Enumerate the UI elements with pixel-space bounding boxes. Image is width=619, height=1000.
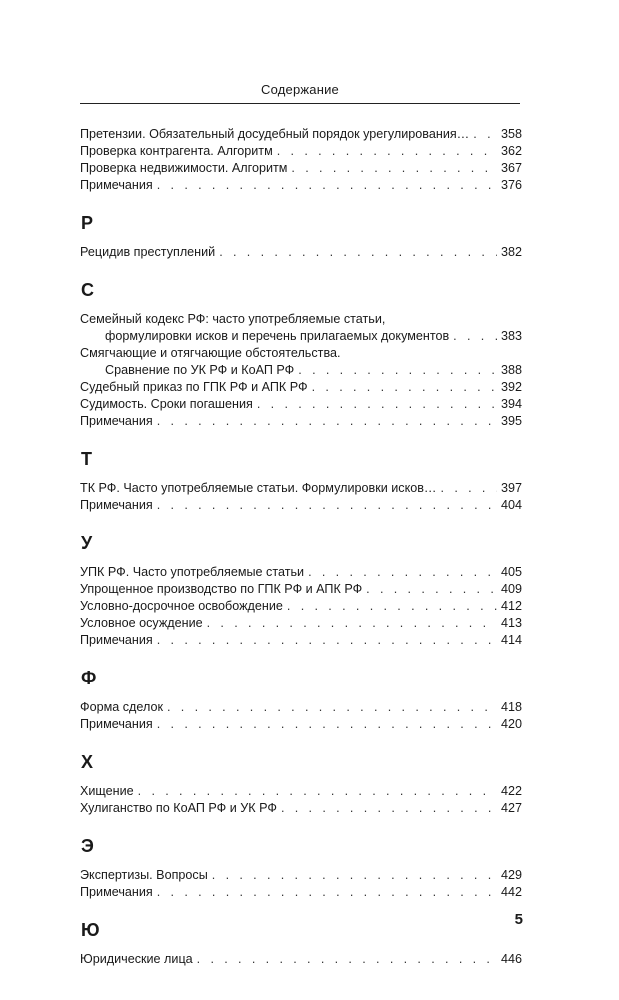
toc-entry[interactable] [80,598,522,615]
toc-entry-page: 394 [500,397,522,411]
dot-leader [212,867,497,884]
toc-entry-title: Условно-досрочное освобождение [80,599,283,613]
toc-entry[interactable] [80,480,522,497]
dot-leader [157,884,497,901]
section-letter-heading: Ю [81,920,100,940]
toc-entry-page: 409 [500,582,522,596]
toc-entry-page: 413 [500,616,522,630]
toc-entry-page: 446 [500,952,522,966]
table-of-contents [80,126,522,968]
page-header-title: Содержание [261,82,339,97]
toc-entry-page: 382 [500,245,522,259]
section-letter-heading: С [81,280,94,300]
toc-entry-page: 429 [500,868,522,882]
toc-entry-title: Форма сделок [80,700,163,714]
toc-entry[interactable] [80,177,522,194]
section-letter-heading: Х [81,752,94,772]
section-letter-heading: У [81,533,93,553]
toc-entry-page: 358 [500,127,522,141]
dot-leader [291,160,497,177]
toc-entry-page: 397 [500,481,522,495]
toc-entry-title: Примечания [80,414,153,428]
toc-entry-page: 367 [500,161,522,175]
toc-entry-page: 418 [500,700,522,714]
toc-entry-page: 404 [500,498,522,512]
page-number: 5 [514,911,523,928]
dot-leader [157,716,497,733]
toc-entry-page: 442 [500,885,522,899]
toc-section [80,531,522,649]
section-letter-heading: Т [81,449,92,469]
toc-section [80,126,522,194]
toc-entry-page: 388 [500,363,522,377]
toc-entry-title: Примечания [80,498,153,512]
toc-entry-title: Примечания [80,885,153,899]
dot-leader [167,699,497,716]
toc-entry[interactable] [80,564,522,581]
toc-entry-title: Рецидив преступлений [80,245,216,259]
section-letter-heading: Р [81,213,94,233]
toc-entry[interactable] [80,867,522,884]
toc-entry-page: 420 [500,717,522,731]
toc-entry[interactable] [80,783,522,800]
dot-leader [157,632,497,649]
dot-leader [287,598,497,615]
toc-entry-page: 383 [500,329,522,343]
toc-entry-page: 395 [500,414,522,428]
toc-section [80,666,522,733]
dot-leader [157,497,497,514]
toc-entry-title: Примечания [80,178,153,192]
toc-entry-title-line: Смягчающие и отягчающие обстоятельства. [80,346,341,360]
toc-entry-page: 427 [500,801,522,815]
toc-entry[interactable] [80,951,522,968]
dot-leader [281,800,497,817]
toc-section [80,278,522,430]
dot-leader [366,581,497,598]
toc-entry[interactable] [80,497,522,514]
toc-entry[interactable] [80,126,522,143]
toc-entry[interactable] [80,884,522,901]
toc-entry-title: Упрощенное производство по ГПК РФ и АПК РФ [80,582,363,596]
toc-section [80,750,522,817]
toc-section [80,447,522,514]
toc-entry-page: 362 [500,144,522,158]
toc-entry-title: ТК РФ. Часто употребляемые статьи. Формулировки исков… [80,481,437,495]
dot-leader [312,379,497,396]
dot-leader [308,564,497,581]
toc-entry-title: Юридические лица [80,952,193,966]
toc-entry-title: Примечания [80,633,153,647]
toc-entry-page: 405 [500,565,522,579]
toc-section [80,918,522,968]
toc-entry-title: Сравнение по УК РФ и КоАП РФ [105,363,295,377]
dot-leader [298,362,497,379]
toc-entry-page: 392 [500,380,522,394]
dot-leader [257,396,497,413]
toc-entry-page: 376 [500,178,522,192]
toc-entry-page: 412 [500,599,522,613]
toc-entry-page: 414 [500,633,522,647]
dot-leader [157,413,497,430]
toc-section [80,211,522,261]
dot-leader [138,783,497,800]
toc-entry[interactable] [80,379,522,396]
toc-entry-title: Судимость. Сроки погашения [80,397,253,411]
section-letter-heading: Ф [81,668,97,688]
toc-entry-title: Проверка недвижимости. Алгоритм [80,161,288,175]
toc-entry-title: Претензии. Обязательный досудебный порядок урегулирования… [80,127,470,141]
toc-entry-title: Хищение [80,784,134,798]
toc-entry[interactable] [80,632,522,649]
toc-entry[interactable] [80,396,522,413]
toc-entry-page: 422 [500,784,522,798]
dot-leader [473,126,497,143]
toc-entry-title: УПК РФ. Часто употребляемые статьи [80,565,305,579]
dot-leader [207,615,497,632]
toc-entry[interactable] [80,413,522,430]
dot-leader [219,244,497,261]
toc-section [80,834,522,901]
toc-entry[interactable] [80,716,522,733]
toc-entry[interactable] [80,581,522,598]
toc-entry-title: Экспертизы. Вопросы [80,868,208,882]
section-letter-heading: Э [81,836,94,856]
header-rule [80,103,520,104]
toc-entry[interactable] [80,615,522,632]
toc-entry[interactable] [80,143,522,160]
toc-entry-title: Хулиганство по КоАП РФ и УК РФ [80,801,277,815]
toc-entry[interactable] [80,800,522,817]
toc-entry-title: Условное осуждение [80,616,203,630]
toc-entry[interactable] [80,699,522,716]
dot-leader [453,328,497,345]
dot-leader [157,177,497,194]
dot-leader [277,143,497,160]
toc-entry[interactable] [80,160,522,177]
toc-entry-title: Судебный приказ по ГПК РФ и АПК РФ [80,380,308,394]
toc-entry-title: формулировки исков и перечень прилагаемых документов [105,329,450,343]
toc-entry-title: Примечания [80,717,153,731]
toc-entry-title-line: Семейный кодекс РФ: часто употребляемые статьи, [80,312,386,326]
toc-entry[interactable] [80,362,522,379]
dot-leader [197,951,497,968]
toc-entry[interactable] [80,328,522,345]
toc-entry[interactable] [80,244,522,261]
dot-leader [441,480,497,497]
toc-entry-title: Проверка контрагента. Алгоритм [80,144,273,158]
